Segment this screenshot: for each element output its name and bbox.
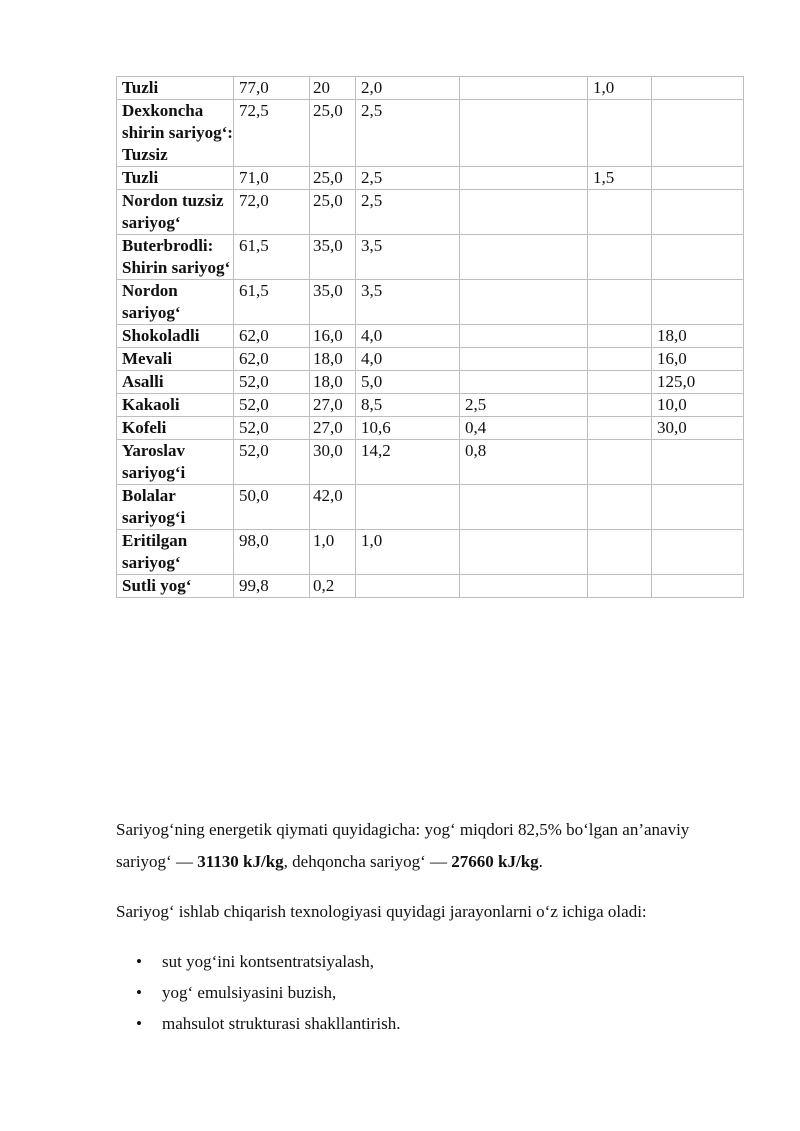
product-name-cell: Sutli yog‘	[117, 575, 234, 598]
value-cell: 61,5	[234, 280, 310, 325]
value-cell: 98,0	[234, 530, 310, 575]
value-cell: 35,0	[310, 235, 356, 280]
table-body	[117, 77, 744, 598]
value-cell: 125,0	[652, 371, 744, 394]
value-cell: 77,0	[234, 77, 310, 100]
value-cell	[652, 485, 744, 530]
value-cell: 16,0	[310, 325, 356, 348]
list-item	[116, 977, 400, 1008]
value-cell: 52,0	[234, 417, 310, 440]
value-cell	[588, 485, 652, 530]
value-cell: 72,5	[234, 100, 310, 167]
value-cell	[460, 575, 588, 598]
bullet-icon: •	[136, 1014, 142, 1033]
value-cell	[588, 530, 652, 575]
table-row	[117, 280, 744, 325]
table-row	[117, 530, 744, 575]
value-cell: 3,5	[356, 280, 460, 325]
value-cell	[460, 371, 588, 394]
value-cell	[652, 100, 744, 167]
product-name-cell: Bolalar sariyog‘i	[117, 485, 234, 530]
value-cell: 4,0	[356, 325, 460, 348]
product-name-cell: Eritilgan sariyog‘	[117, 530, 234, 575]
value-cell: 20	[310, 77, 356, 100]
product-name-cell: Tuzli	[117, 167, 234, 190]
value-cell: 16,0	[652, 348, 744, 371]
list-item-text: yog‘ emulsiyasini buzish,	[162, 983, 337, 1002]
value-cell: 18,0	[652, 325, 744, 348]
value-cell	[460, 485, 588, 530]
value-cell: 61,5	[234, 235, 310, 280]
table-row	[117, 325, 744, 348]
value-cell	[588, 417, 652, 440]
energy-value-paragraph	[116, 814, 746, 878]
value-cell: 99,8	[234, 575, 310, 598]
value-cell	[588, 100, 652, 167]
bullet-icon: •	[136, 983, 142, 1002]
value-cell: 25,0	[310, 100, 356, 167]
value-cell: 27,0	[310, 417, 356, 440]
value-cell: 2,5	[356, 190, 460, 235]
value-cell: 52,0	[234, 394, 310, 417]
table-row	[117, 371, 744, 394]
product-name-cell: Kofeli	[117, 417, 234, 440]
value-cell	[460, 280, 588, 325]
value-cell	[588, 394, 652, 417]
value-cell	[652, 190, 744, 235]
product-name-cell: Mevali	[117, 348, 234, 371]
value-cell: 18,0	[310, 371, 356, 394]
value-cell: 52,0	[234, 440, 310, 485]
value-cell	[652, 235, 744, 280]
value-cell: 2,5	[356, 100, 460, 167]
product-name-cell: Yaroslav sariyog‘i	[117, 440, 234, 485]
table-row	[117, 440, 744, 485]
traditional-butter-energy: 31130 kJ/kg	[197, 852, 284, 871]
technology-steps-list	[116, 946, 400, 1039]
table-row	[117, 167, 744, 190]
value-cell	[652, 77, 744, 100]
table-row	[117, 575, 744, 598]
table-row	[117, 485, 744, 530]
value-cell: 25,0	[310, 190, 356, 235]
bullet-icon: •	[136, 952, 142, 971]
list-item-text: mahsulot strukturasi shakllantirish.	[162, 1014, 401, 1033]
value-cell	[460, 167, 588, 190]
value-cell	[460, 235, 588, 280]
value-cell: 0,8	[460, 440, 588, 485]
paragraph-text: Sariyog‘ning energetik qiymati quyidagicha: yog‘ miqdori 82,5% bo‘lgan an’anaviy sariyog‘ —	[116, 820, 690, 871]
value-cell	[588, 371, 652, 394]
value-cell	[460, 325, 588, 348]
table-row	[117, 77, 744, 100]
value-cell	[588, 348, 652, 371]
value-cell	[588, 440, 652, 485]
table-row	[117, 394, 744, 417]
value-cell	[588, 575, 652, 598]
product-name-cell: Asalli	[117, 371, 234, 394]
value-cell	[652, 440, 744, 485]
value-cell	[588, 190, 652, 235]
value-cell	[460, 190, 588, 235]
value-cell: 10,0	[652, 394, 744, 417]
value-cell: 2,5	[460, 394, 588, 417]
product-name-cell: Dexkoncha shirin sariyog‘: Tuzsiz	[117, 100, 234, 167]
value-cell: 10,6	[356, 417, 460, 440]
value-cell: 42,0	[310, 485, 356, 530]
value-cell: 35,0	[310, 280, 356, 325]
value-cell: 30,0	[310, 440, 356, 485]
list-item-text: sut yog‘ini kontsentratsiyalash,	[162, 952, 375, 971]
value-cell	[460, 100, 588, 167]
value-cell: 25,0	[310, 167, 356, 190]
value-cell: 2,5	[356, 167, 460, 190]
paragraph-text: , dehqoncha sariyog‘ —	[283, 852, 452, 871]
value-cell	[356, 485, 460, 530]
value-cell: 0,2	[310, 575, 356, 598]
value-cell	[460, 77, 588, 100]
value-cell: 1,0	[310, 530, 356, 575]
table-row	[117, 190, 744, 235]
value-cell: 8,5	[356, 394, 460, 417]
value-cell	[460, 530, 588, 575]
paragraph-text: .	[538, 852, 543, 871]
value-cell	[588, 325, 652, 348]
value-cell: 62,0	[234, 325, 310, 348]
butter-composition-table	[116, 76, 744, 598]
product-name-cell: Tuzli	[117, 77, 234, 100]
product-name-cell: Nordon sariyog‘	[117, 280, 234, 325]
value-cell	[460, 348, 588, 371]
value-cell	[652, 575, 744, 598]
value-cell: 1,0	[356, 530, 460, 575]
table-row	[117, 100, 744, 167]
value-cell: 0,4	[460, 417, 588, 440]
value-cell: 1,0	[588, 77, 652, 100]
table-row	[117, 235, 744, 280]
value-cell: 62,0	[234, 348, 310, 371]
value-cell	[356, 575, 460, 598]
value-cell: 3,5	[356, 235, 460, 280]
value-cell	[652, 167, 744, 190]
value-cell: 18,0	[310, 348, 356, 371]
farm-butter-energy: 27660 kJ/kg	[451, 852, 539, 871]
product-name-cell: Nordon tuzsiz sariyog‘	[117, 190, 234, 235]
value-cell: 14,2	[356, 440, 460, 485]
value-cell: 72,0	[234, 190, 310, 235]
table-row	[117, 348, 744, 371]
product-name-cell: Shokoladli	[117, 325, 234, 348]
value-cell: 30,0	[652, 417, 744, 440]
value-cell: 2,0	[356, 77, 460, 100]
value-cell	[588, 280, 652, 325]
technology-intro-paragraph: Sariyog‘ ishlab chiqarish texnologiyasi quyidagi jarayonlarni o‘z ichiga oladi:	[116, 902, 647, 921]
value-cell: 5,0	[356, 371, 460, 394]
value-cell: 27,0	[310, 394, 356, 417]
value-cell: 4,0	[356, 348, 460, 371]
value-cell: 1,5	[588, 167, 652, 190]
value-cell	[652, 530, 744, 575]
list-item	[116, 1008, 400, 1039]
product-name-cell: Buterbrodli: Shirin sariyog‘	[117, 235, 234, 280]
table-row	[117, 417, 744, 440]
value-cell	[588, 235, 652, 280]
product-name-cell: Kakaoli	[117, 394, 234, 417]
value-cell: 52,0	[234, 371, 310, 394]
value-cell: 71,0	[234, 167, 310, 190]
list-item	[116, 946, 400, 977]
value-cell	[652, 280, 744, 325]
value-cell: 50,0	[234, 485, 310, 530]
